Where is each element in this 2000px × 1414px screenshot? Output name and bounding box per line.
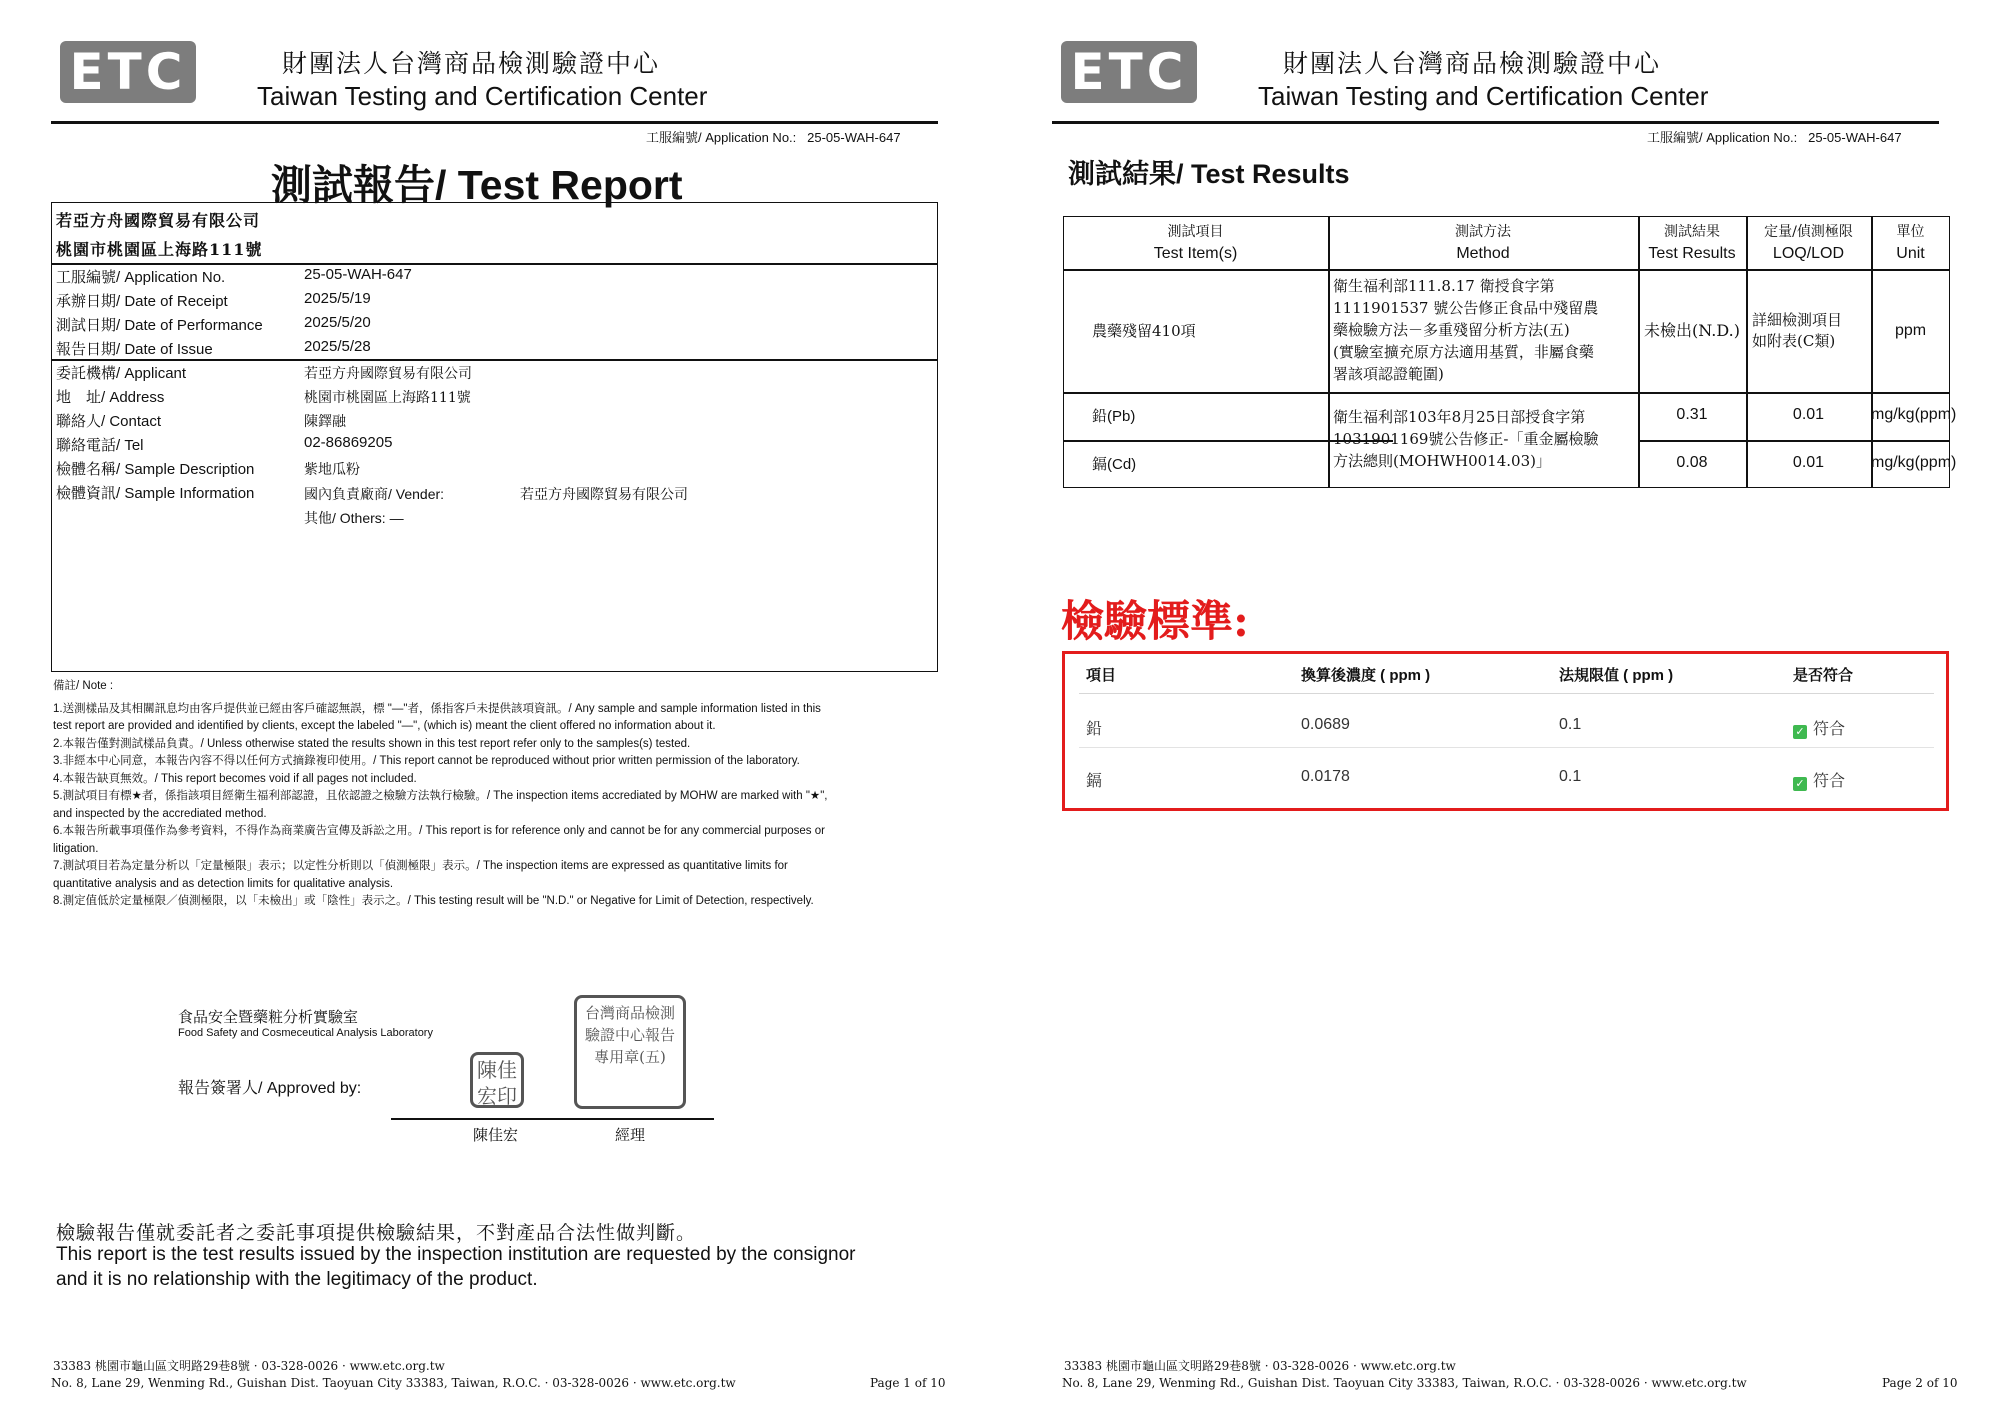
applicant-value: 陳鐸融 — [304, 414, 346, 430]
applicant-label: 聯絡人/ Contact — [56, 413, 162, 430]
company-name: 若亞方舟國際貿易有限公司 — [56, 211, 261, 230]
applicant-label: 檢體名稱/ Sample Description — [56, 461, 255, 478]
note-line: 2.本報告僅對測試樣品負責。/ Unless otherwise stated the results shown in this test report refer only to the samples(s) tested. — [53, 738, 691, 750]
row-lead-result: 0.31 — [1676, 406, 1708, 423]
note-line: litigation. — [53, 843, 99, 855]
company-seal-stamp: 台灣商品檢測驗證中心報告專用章(五) — [574, 995, 686, 1109]
row-lead-item: 鉛(Pb) — [1092, 408, 1136, 425]
results-title: 測試結果/ Test Results — [1068, 159, 1350, 189]
std-header-limit: 法規限值 ( ppm ) — [1559, 667, 1674, 684]
row-lead-loq: 0.01 — [1792, 406, 1825, 423]
info-value: 2025/5/20 — [304, 314, 371, 331]
standard-table — [1062, 651, 1949, 811]
application-no-header: 工服編號/ Application No.: 25-05-WAH-647 — [1647, 130, 1902, 145]
approved-by-label: 報告簽署人/ Approved by: — [178, 1080, 362, 1097]
org-name-en: Taiwan Testing and Certification Center — [1258, 81, 1709, 111]
etc-logo: ETC — [60, 41, 196, 103]
others-value: 其他/ Others: — — [304, 510, 404, 526]
th-loq: 定量/偵測極限 LOQ/LOD — [1764, 224, 1853, 262]
report-title: 測試報告/ Test Report — [271, 162, 683, 208]
note-line: and inspected by the accrediated method. — [53, 808, 267, 820]
th-result: 測試結果 Test Results — [1648, 224, 1736, 262]
info-value: 2025/5/19 — [304, 290, 371, 307]
note-line: 7.測試項目若為定量分析以「定量極限」表示；以定性分析則以「偵測極限」表示。/ The inspection items are expressed as quantitative limits for — [53, 860, 788, 872]
box-divider-2 — [51, 359, 938, 361]
row-cadmium-result: 0.08 — [1676, 454, 1708, 471]
applicant-value: 國內負責廠商/ Vender: — [304, 486, 445, 502]
signature-rule — [391, 1118, 714, 1120]
org-name-cn: 財團法人台灣商品檢測驗證中心 — [282, 49, 661, 78]
company-address: 桃園市桃園區上海路111號 — [56, 240, 263, 259]
row-pesticide-unit: ppm — [1894, 322, 1927, 339]
note-line: 8.測定值低於定量極限／偵測極限，以「未檢出」或「陰性」表示之。/ This testing result will be "N.D." or Negative for Limit of Detection, respectively. — [53, 895, 814, 907]
disclaimer-en-line1: This report is the test results issued by the inspection institution are requested by the consignor — [56, 1244, 856, 1265]
info-value: 2025/5/28 — [304, 338, 371, 355]
applicant-value: 桃園市桃園區上海路111號 — [304, 390, 471, 406]
note-line: test report are provided and identified by clients, except the labeled "—", (which is) meant the client offered no information about it. — [53, 720, 716, 732]
std-cell-conc: 0.0689 — [1301, 716, 1350, 733]
std-cell-limit: 0.1 — [1559, 716, 1582, 733]
std-row-rule — [1079, 747, 1934, 748]
page-number: Page 2 of 10 — [1882, 1376, 1958, 1390]
th-method: 測試方法 Method — [1455, 224, 1511, 262]
standard-title: 檢驗標準: — [1061, 597, 1249, 647]
applicant-label: 地 址/ Address — [56, 389, 165, 406]
signer-title: 經理 — [615, 1126, 646, 1144]
row-cadmium-loq: 0.01 — [1792, 454, 1825, 471]
note-line: 4.本報告缺頁無效。/ This report becomes void if all pages not included. — [53, 773, 417, 785]
std-header-pass: 是否符合 — [1793, 667, 1854, 684]
applicant-value: 紫地瓜粉 — [304, 462, 360, 478]
std-cell-conc: 0.0178 — [1301, 768, 1350, 785]
row-pesticide-item: 農藥殘留410項 — [1092, 322, 1196, 340]
row-cadmium-unit: mg/kg(ppm) — [1871, 454, 1957, 471]
std-header-rule — [1079, 693, 1934, 694]
report-page-2: ETC 財團法人台灣商品檢測驗證中心 Taiwan Testing and Certification Center 工服編號/ Application No.: 25-05-WAH-647 測試結果/ Test Results 測試項目 Test Item(s) 測試方法 Method 測試結果 Test Results 定量/偵測極限 LOQ/LOD 單位 Unit 農藥殘留410項 衛生福利部111.8.17 衛授食字第 1111901537 號公告修正食品中殘留農 藥檢驗方法－多重殘留分析方法(五) (實驗室擴充原方法適用基質，非屬食藥 署該項認證範圍) 未檢出(N.D.) 詳細檢測項目 如附表(C類) ppm 鉛(Pb) 鎘(Cd) 衛生福利部103年8月25日部授食字第 1031901169號公告修正-「重金屬檢驗 方法總則(MOHWH0014.03)」 0.31 0.01 mg/kg(ppm) 0.08 0.01 mg/kg(ppm) 檢驗標準: 項目 換算後濃度 ( ppm ) 法規限值 ( ppm ) 是否符合 鉛 0.0689 0.1 ✓ 符合 鎘 0.0178 0.1 ✓ 符合 33383 桃園市龜山區文明路29巷8號 · 03-328-0026 · www.etc.org.tw No. 8, Lane 29, Wenming Rd., Guishan Dist. Taoyuan City 33383, Taiwan, R.O.C. · 03-328-0026 · www.etc.org.tw Page 2 of 10 — [1000, 0, 2000, 1414]
header-rule — [1052, 121, 1939, 124]
signer-name: 陳佳宏 — [473, 1126, 519, 1144]
signer-seal-stamp: 陳佳宏印 — [470, 1052, 524, 1108]
vender-value: 若亞方舟國際貿易有限公司 — [520, 487, 688, 503]
etc-logo: ETC — [1061, 41, 1197, 103]
row-lead-unit: mg/kg(ppm) — [1871, 406, 1957, 423]
note-line: 6.本報告所載事項僅作為參考資料，不得作為商業廣告宣傳及訴訟之用。/ This report is for reference only and cannot be for any commercial purposes or — [53, 825, 825, 837]
footer-address-en: No. 8, Lane 29, Wenming Rd., Guishan Dist. Taoyuan City 33383, Taiwan, R.O.C. · 03-328-0026 · www.etc.org.tw — [1062, 1376, 1747, 1390]
disclaimer-en-line2: and it is no relationship with the legitimacy of the product. — [56, 1269, 538, 1290]
check-icon: ✓ — [1793, 777, 1807, 791]
table-row-rule — [1063, 392, 1950, 394]
info-label: 承辦日期/ Date of Receipt — [56, 293, 228, 310]
std-header-item: 項目 — [1086, 667, 1117, 684]
note-title: 備註/ Note : — [53, 680, 114, 692]
th-unit: 單位 Unit — [1896, 224, 1925, 262]
box-divider-1 — [51, 263, 938, 265]
info-label: 工服編號/ Application No. — [56, 269, 226, 286]
note-line: 1.送測樣品及其相關訊息均由客戶提供並已經由客戶確認無誤，標 "—"者，係指客戶未提供該項資訊。/ Any sample and sample information listed in this — [53, 703, 821, 715]
info-label: 測試日期/ Date of Performance — [56, 317, 263, 334]
std-cell-limit: 0.1 — [1559, 768, 1582, 785]
row-cadmium-item: 鎘(Cd) — [1092, 456, 1137, 473]
footer-address-cn: 33383 桃園市龜山區文明路29巷8號 · 03-328-0026 · www.etc.org.tw — [53, 1359, 445, 1373]
note-line: 5.測試項目有標★者，係指該項目經衛生福利部認證，且依認證之檢驗方法執行檢驗。/ The inspection items accrediated by MOHW are marked with "★", — [53, 790, 828, 802]
lab-name-en: Food Safety and Cosmeceutical Analysis Laboratory — [178, 1027, 433, 1039]
applicant-label: 檢體資訊/ Sample Information — [56, 485, 255, 502]
org-name-cn: 財團法人台灣商品檢測驗證中心 — [1283, 49, 1662, 78]
header-rule — [51, 121, 938, 124]
table-header-rule — [1063, 269, 1950, 271]
applicant-label: 委託機構/ Applicant — [56, 365, 187, 382]
th-item: 測試項目 Test Item(s) — [1153, 224, 1238, 262]
row-pesticide-result: 未檢出(N.D.) — [1644, 321, 1740, 340]
footer-address-en: No. 8, Lane 29, Wenming Rd., Guishan Dist. Taoyuan City 33383, Taiwan, R.O.C. · 03-328-0026 · www.etc.org.tw — [51, 1376, 736, 1390]
std-cell-pass: ✓ 符合 — [1793, 768, 1845, 791]
std-header-conc: 換算後濃度 ( ppm ) — [1301, 667, 1431, 684]
lab-name-cn: 食品安全暨藥粧分析實驗室 — [178, 1008, 359, 1026]
applicant-label: 聯絡電話/ Tel — [56, 437, 144, 454]
info-value: 25-05-WAH-647 — [304, 266, 412, 283]
disclaimer-cn: 檢驗報告僅就委託者之委託事項提供檢驗結果，不對產品合法性做判斷。 — [56, 1222, 697, 1244]
std-cell-item: 鉛 — [1086, 721, 1103, 738]
std-cell-pass: ✓ 符合 — [1793, 716, 1845, 739]
org-name-en: Taiwan Testing and Certification Center — [257, 81, 708, 111]
check-icon: ✓ — [1793, 725, 1807, 739]
note-line: quantitative analysis and as detection limits for qualitative analysis. — [53, 878, 394, 890]
application-no-header: 工服編號/ Application No.: 25-05-WAH-647 — [646, 130, 901, 145]
table-row-rule — [1639, 440, 1950, 442]
footer-address-cn: 33383 桃園市龜山區文明路29巷8號 · 03-328-0026 · www.etc.org.tw — [1064, 1359, 1456, 1373]
std-cell-item: 鎘 — [1086, 773, 1103, 790]
applicant-value: 02-86869205 — [304, 434, 393, 451]
note-line: 3.非經本中心同意，本報告內容不得以任何方式摘錄複印使用。/ This report cannot be reproduced without prior written permission of the laboratory. — [53, 755, 800, 767]
info-label: 報告日期/ Date of Issue — [56, 341, 213, 358]
page-number: Page 1 of 10 — [870, 1376, 946, 1390]
applicant-value: 若亞方舟國際貿易有限公司 — [304, 366, 472, 382]
